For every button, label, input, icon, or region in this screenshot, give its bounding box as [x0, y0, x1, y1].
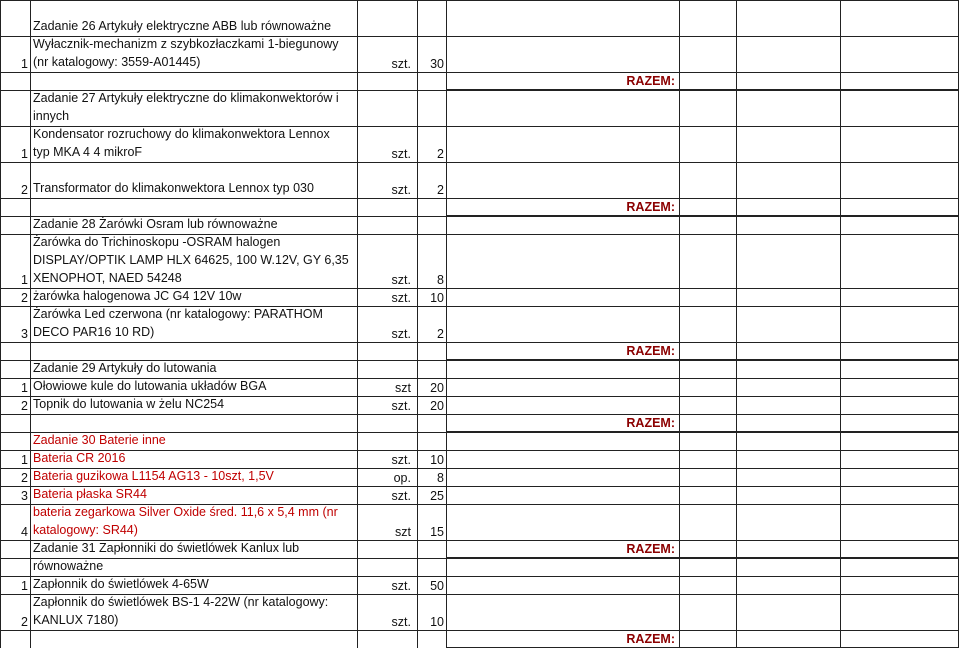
razem-row [0, 630, 959, 648]
cell-g [737, 288, 841, 306]
section-title-text: Zadanie 31 Zapłonniki do świetlówek Kanlux lub równoważne [33, 541, 300, 573]
cell-h [841, 360, 959, 378]
item-description-line: Ołowiowe kule do lutowania układów BGA [33, 379, 267, 393]
cell-e [447, 576, 680, 594]
cell-h [841, 306, 959, 342]
table-row [0, 288, 959, 306]
cell-g [737, 378, 841, 396]
cell-f [680, 360, 737, 378]
item-description-line: KANLUX 7180) [33, 613, 119, 627]
item-description [31, 36, 357, 72]
item-quantity: 50 [417, 576, 447, 594]
cell-f [680, 126, 737, 162]
cell-unit [357, 414, 417, 432]
cell-g [737, 486, 841, 504]
cell-g [737, 126, 841, 162]
razem-value-g [737, 630, 841, 648]
cell-no [0, 558, 31, 576]
cell-f [680, 378, 737, 396]
razem-label: RAZEM: [447, 630, 680, 648]
cell-h [841, 126, 959, 162]
cell-h [841, 504, 959, 540]
item-unit: szt. [357, 306, 417, 342]
cell-h [841, 468, 959, 486]
cell-e [447, 432, 680, 450]
item-unit: szt. [357, 288, 417, 306]
item-quantity: 2 [417, 162, 447, 198]
cell-f [680, 450, 737, 468]
cell-f [680, 90, 737, 126]
cell-no [0, 198, 31, 216]
cell-g [737, 396, 841, 414]
table-row [0, 450, 959, 468]
item-number: 1 [0, 450, 31, 468]
section-title-text: Zadanie 30 Baterie inne [33, 433, 166, 447]
cell-unit [357, 432, 417, 450]
item-description-line: Bateria płaska SR44 [33, 487, 147, 501]
item-unit: szt. [357, 450, 417, 468]
razem-value-h [841, 540, 959, 558]
cell-g [737, 216, 841, 234]
item-quantity: 8 [417, 234, 447, 288]
item-description-line: DISPLAY/OPTIK LAMP HLX 64625, 100 W.12V, GY 6,35 [33, 253, 349, 267]
razem-row [0, 342, 959, 360]
cell-no [0, 630, 31, 648]
item-description [31, 288, 357, 306]
cell-h [841, 36, 959, 72]
item-unit: szt. [357, 162, 417, 198]
cell-f [680, 468, 737, 486]
item-unit: szt. [357, 126, 417, 162]
cell-no [0, 360, 31, 378]
item-description-line: DECO PAR16 10 RD) [33, 325, 155, 339]
razem-value-g [737, 540, 841, 558]
cell-h [841, 450, 959, 468]
item-description-line: katalogowy: SR44) [33, 523, 138, 537]
razem-value-g [737, 198, 841, 216]
razem-value-f [680, 72, 737, 90]
item-description-line: Zapłonnik do świetlówek 4-65W [33, 577, 209, 591]
section-title [31, 216, 357, 234]
cell-g [737, 468, 841, 486]
cell-h [841, 486, 959, 504]
item-number: 2 [0, 468, 31, 486]
cell-e [447, 486, 680, 504]
cell-qty [417, 342, 447, 360]
section-title-row [0, 0, 959, 36]
item-description-line: bateria zegarkowa Silver Oxide śred. 11,6 x 5,4 mm (nr [33, 505, 338, 519]
cell-qty [417, 216, 447, 234]
cell-h [841, 0, 959, 36]
item-description [31, 468, 357, 486]
item-description [31, 378, 357, 396]
cell-unit [357, 216, 417, 234]
section-title [31, 0, 357, 36]
cell-e [447, 234, 680, 288]
cell-e [447, 36, 680, 72]
cell-f [680, 486, 737, 504]
razem-row [0, 414, 959, 432]
cell-desc [31, 342, 357, 360]
cell-qty [417, 432, 447, 450]
cell-f [680, 576, 737, 594]
section-title [31, 90, 357, 126]
razem-label: RAZEM: [447, 414, 680, 432]
cell-f [680, 0, 737, 36]
cell-qty [417, 540, 447, 558]
cell-f [680, 36, 737, 72]
cell-f [680, 216, 737, 234]
table-row [0, 234, 959, 288]
item-quantity: 15 [417, 504, 447, 540]
cell-qty [417, 414, 447, 432]
item-description-line: Topnik do lutowania w żelu NC254 [33, 397, 225, 411]
razem-value-f [680, 630, 737, 648]
item-description [31, 162, 357, 198]
cell-desc [31, 198, 357, 216]
table-row [0, 504, 959, 540]
item-unit: szt. [357, 234, 417, 288]
item-number: 1 [0, 234, 31, 288]
cell-h [841, 432, 959, 450]
cell-qty [417, 198, 447, 216]
cell-no [0, 72, 31, 90]
item-number: 3 [0, 306, 31, 342]
item-description-line: (nr katalogowy: 3559-A01445) [33, 55, 201, 69]
item-description-line: XENOPHOT, NAED 54248 [33, 271, 182, 285]
cell-g [737, 576, 841, 594]
item-quantity: 2 [417, 306, 447, 342]
cell-e [447, 306, 680, 342]
item-number: 1 [0, 126, 31, 162]
cell-qty [417, 72, 447, 90]
razem-label: RAZEM: [447, 540, 680, 558]
cell-e [447, 360, 680, 378]
cell-qty [417, 360, 447, 378]
cell-g [737, 432, 841, 450]
cell-unit [357, 72, 417, 90]
item-unit: szt. [357, 486, 417, 504]
item-description-line: Wyłacznik-mechanizm z szybkozłaczkami 1-biegunowy [33, 37, 339, 51]
razem-value-h [841, 198, 959, 216]
item-quantity: 8 [417, 468, 447, 486]
cell-no [0, 540, 31, 558]
section-title-row [0, 360, 959, 378]
table-row [0, 378, 959, 396]
item-quantity: 2 [417, 126, 447, 162]
item-quantity: 25 [417, 486, 447, 504]
cell-g [737, 504, 841, 540]
cell-g [737, 234, 841, 288]
item-quantity: 20 [417, 378, 447, 396]
cell-g [737, 594, 841, 630]
item-unit: szt. [357, 36, 417, 72]
section-title-row [0, 216, 959, 234]
cell-unit [357, 90, 417, 126]
table-row [0, 126, 959, 162]
cell-unit [357, 540, 417, 558]
cell-h [841, 234, 959, 288]
cell-desc [31, 414, 357, 432]
item-description [31, 306, 357, 342]
item-quantity: 30 [417, 36, 447, 72]
cell-e [447, 90, 680, 126]
razem-value-g [737, 72, 841, 90]
table-row [0, 396, 959, 414]
item-description [31, 450, 357, 468]
cell-h [841, 288, 959, 306]
cell-desc [31, 630, 357, 648]
cell-e [447, 126, 680, 162]
cell-unit [357, 198, 417, 216]
item-description-line: Żarówka Led czerwona (nr katalogowy: PARATHOM [33, 307, 323, 321]
cell-no [0, 216, 31, 234]
cell-no [0, 432, 31, 450]
cell-e [447, 594, 680, 630]
table-row [0, 306, 959, 342]
item-quantity: 20 [417, 396, 447, 414]
table-row [0, 486, 959, 504]
razem-row [0, 72, 959, 90]
item-number: 1 [0, 378, 31, 396]
table-row [0, 162, 959, 198]
razem-value-g [737, 342, 841, 360]
cell-qty [417, 630, 447, 648]
section-title-row [0, 90, 959, 126]
cell-h [841, 558, 959, 576]
item-number: 1 [0, 36, 31, 72]
cell-no [0, 342, 31, 360]
cell-h [841, 594, 959, 630]
item-description [31, 594, 357, 630]
razem-row [0, 198, 959, 216]
cell-no [0, 414, 31, 432]
cell-h [841, 396, 959, 414]
item-number: 2 [0, 162, 31, 198]
cell-qty [417, 558, 447, 576]
razem-value-f [680, 342, 737, 360]
cell-e [447, 216, 680, 234]
item-description-line: żarówka halogenowa JC G4 12V 10w [33, 289, 242, 303]
item-description-line: Kondensator rozruchowy do klimakonwektora Lennox [33, 127, 330, 141]
table-row [0, 468, 959, 486]
item-number: 3 [0, 486, 31, 504]
item-description [31, 576, 357, 594]
cell-e [447, 0, 680, 36]
cell-f [680, 162, 737, 198]
cell-unit [357, 558, 417, 576]
razem-value-h [841, 342, 959, 360]
section-title-row [0, 432, 959, 450]
razem-value-f [680, 540, 737, 558]
cell-qty [417, 0, 447, 36]
cell-g [737, 360, 841, 378]
cell-e [447, 396, 680, 414]
cell-e [447, 288, 680, 306]
item-description-line: typ MKA 4 4 mikroF [33, 145, 143, 159]
cell-qty [417, 90, 447, 126]
section-title [31, 360, 357, 378]
table-row [0, 576, 959, 594]
item-description [31, 234, 357, 288]
item-number: 2 [0, 594, 31, 630]
cell-g [737, 0, 841, 36]
cell-h [841, 576, 959, 594]
cell-no [0, 0, 31, 36]
item-description [31, 504, 357, 540]
item-quantity: 10 [417, 594, 447, 630]
item-quantity: 10 [417, 288, 447, 306]
item-description-line: Zapłonnik do świetlówek BS-1 4-22W (nr katalogowy: [33, 595, 329, 609]
item-number: 4 [0, 504, 31, 540]
cell-f [680, 234, 737, 288]
cell-e [447, 504, 680, 540]
item-unit: szt [357, 504, 417, 540]
cell-f [680, 306, 737, 342]
cell-f [680, 396, 737, 414]
cell-g [737, 450, 841, 468]
cell-g [737, 36, 841, 72]
cell-h [841, 216, 959, 234]
item-description-line: Bateria CR 2016 [33, 451, 126, 465]
cell-unit [357, 360, 417, 378]
cell-g [737, 306, 841, 342]
item-description-line: Transformator do klimakonwektora Lennox typ 030 [33, 181, 314, 195]
section-title-text: Zadanie 26 Artykuły elektryczne ABB lub równoważne [33, 19, 332, 33]
cell-desc [31, 72, 357, 90]
cell-unit [357, 342, 417, 360]
item-description [31, 486, 357, 504]
razem-value-f [680, 198, 737, 216]
section-title-text: Zadanie 27 Artykuły elektryczne do klimakonwektorów i innych [33, 91, 339, 123]
section-title [31, 541, 357, 576]
item-number: 2 [0, 396, 31, 414]
razem-label: RAZEM: [447, 198, 680, 216]
table-row [0, 594, 959, 630]
item-number: 1 [0, 576, 31, 594]
cell-unit [357, 630, 417, 648]
item-unit: szt. [357, 594, 417, 630]
razem-label: RAZEM: [447, 72, 680, 90]
razem-value-h [841, 414, 959, 432]
item-quantity: 10 [417, 450, 447, 468]
item-unit: szt. [357, 396, 417, 414]
cell-f [680, 558, 737, 576]
cell-g [737, 162, 841, 198]
cell-h [841, 162, 959, 198]
section-title [31, 432, 357, 450]
razem-value-g [737, 414, 841, 432]
item-description [31, 126, 357, 162]
item-unit: szt. [357, 576, 417, 594]
item-description-line: Żarówka do Trichinoskopu -OSRAM halogen [33, 235, 281, 249]
item-unit: op. [357, 468, 417, 486]
section-title-text: Zadanie 29 Artykuły do lutowania [33, 361, 217, 375]
cell-f [680, 594, 737, 630]
cell-no [0, 90, 31, 126]
cell-f [680, 432, 737, 450]
cell-e [447, 162, 680, 198]
item-number: 2 [0, 288, 31, 306]
cell-unit [357, 0, 417, 36]
item-unit: szt [357, 378, 417, 396]
cell-h [841, 90, 959, 126]
cell-e [447, 378, 680, 396]
item-description [31, 396, 357, 414]
razem-label: RAZEM: [447, 342, 680, 360]
table-row [0, 36, 959, 72]
cell-e [447, 558, 680, 576]
cell-e [447, 468, 680, 486]
cell-g [737, 90, 841, 126]
cell-g [737, 558, 841, 576]
cell-e [447, 450, 680, 468]
razem-value-h [841, 72, 959, 90]
cell-f [680, 504, 737, 540]
razem-value-h [841, 630, 959, 648]
section-title-text: Zadanie 28 Żarówki Osram lub równoważne [33, 217, 278, 231]
cell-f [680, 288, 737, 306]
item-description-line: Bateria guzikowa L1154 AG13 - 10szt, 1,5V [33, 469, 274, 483]
razem-value-f [680, 414, 737, 432]
cell-h [841, 378, 959, 396]
